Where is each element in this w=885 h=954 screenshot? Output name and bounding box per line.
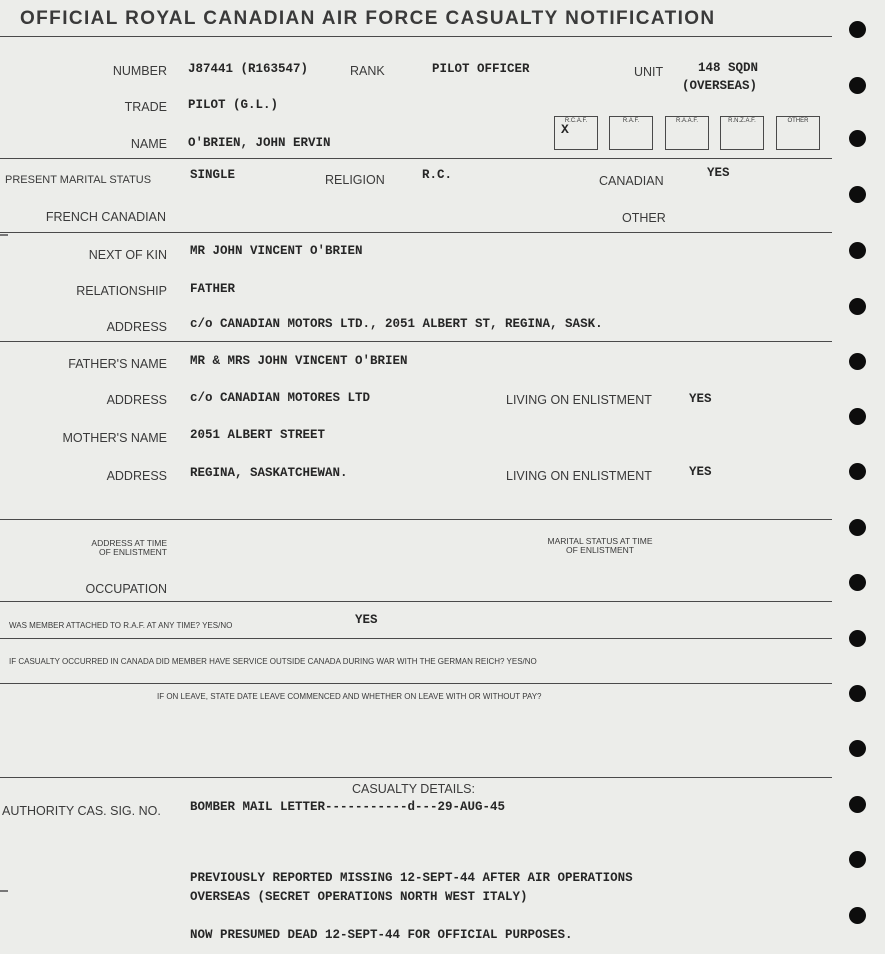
occupation-label: OCCUPATION	[85, 582, 167, 596]
service-box-label: R.N.Z.A.F.	[728, 118, 756, 124]
mother-address-label: ADDRESS	[106, 469, 167, 483]
divider	[0, 683, 832, 684]
binder-hole	[849, 408, 866, 425]
father-address-label: ADDRESS	[106, 393, 167, 407]
other-label: OTHER	[622, 211, 666, 225]
raf-question-label: WAS MEMBER ATTACHED TO R.A.F. AT ANY TIME? YES/NO	[9, 621, 233, 630]
mother-living-label: LIVING ON ENLISTMENT	[506, 469, 652, 483]
rank-label: RANK	[350, 64, 385, 78]
casualty-details-line-1: PREVIOUSLY REPORTED MISSING 12-SEPT-44 AFTER AIR OPERATIONS	[190, 871, 633, 885]
divider	[0, 638, 832, 639]
rank-value: PILOT OFFICER	[432, 62, 530, 76]
nok-address-label: ADDRESS	[106, 320, 167, 334]
service-box-label: R.C.A.F.	[564, 118, 588, 124]
father-address-value: c/o CANADIAN MOTORES LTD	[190, 391, 371, 405]
address-at-enlistment-line-1: ADDRESS AT TIME	[91, 538, 167, 548]
mother-address-value: REGINA, SASKATCHEWAN.	[190, 466, 348, 480]
service-box-other	[776, 116, 820, 150]
binder-hole	[849, 851, 866, 868]
marital-at-enlistment-line-1: MARITAL STATUS AT TIME	[547, 536, 653, 546]
fathers-name-value: MR & MRS JOHN VINCENT O'BRIEN	[190, 354, 408, 368]
trade-value: PILOT (G.L.)	[188, 98, 279, 112]
religion-label: RELIGION	[325, 173, 385, 187]
mothers-name-label: MOTHER'S NAME	[62, 431, 167, 445]
binder-hole	[849, 463, 866, 480]
mothers-name-value: 2051 ALBERT STREET	[190, 428, 326, 442]
authority-value: BOMBER MAIL LETTER-----------d---29-AUG-45	[190, 800, 506, 814]
unit-value-1: 148 SQDN	[698, 61, 759, 75]
edge-mark	[0, 890, 8, 892]
raf-answer-value: YES	[355, 613, 378, 627]
relationship-value: FATHER	[190, 282, 236, 296]
service-box-label: OTHER	[787, 118, 809, 124]
address-at-enlistment-line-2: OF ENLISTMENT	[98, 547, 167, 557]
binder-hole	[849, 353, 866, 370]
binder-hole	[849, 630, 866, 647]
canadian-label: CANADIAN	[599, 174, 664, 188]
divider	[0, 601, 832, 602]
binder-hole	[849, 21, 866, 38]
next-of-kin-value: MR JOHN VINCENT O'BRIEN	[190, 244, 363, 258]
binder-hole	[849, 130, 866, 147]
name-value: O'BRIEN, JOHN ERVIN	[188, 136, 331, 150]
service-box-mark: X	[561, 122, 569, 137]
religion-value: R.C.	[422, 168, 453, 182]
binder-hole	[849, 186, 866, 203]
authority-label: AUTHORITY CAS. SIG. NO.	[2, 804, 161, 818]
service-box-label: R.A.A.F.	[675, 118, 698, 124]
number-label: NUMBER	[112, 64, 167, 78]
divider	[0, 158, 832, 159]
leave-question-label: IF ON LEAVE, STATE DATE LEAVE COMMENCED AND WHETHER ON LEAVE WITH OR WITHOUT PAY?	[157, 692, 542, 701]
binder-hole	[849, 740, 866, 757]
marital-status-value: SINGLE	[190, 168, 236, 182]
divider	[0, 232, 832, 233]
address-at-enlistment-label	[20, 539, 167, 557]
casualty-details-heading: CASUALTY DETAILS:	[352, 782, 475, 796]
service-box-rcaf	[554, 116, 598, 150]
binder-hole	[849, 77, 866, 94]
relationship-label: RELATIONSHIP	[76, 284, 167, 298]
binder-hole	[849, 907, 866, 924]
service-box-raf	[609, 116, 653, 150]
father-living-label: LIVING ON ENLISTMENT	[506, 393, 652, 407]
trade-label: TRADE	[124, 100, 167, 114]
binder-hole	[849, 574, 866, 591]
service-box-label: R.A.F.	[622, 118, 640, 124]
number-value: J87441 (R163547)	[188, 62, 309, 76]
divider	[0, 777, 832, 778]
edge-mark	[0, 234, 8, 236]
next-of-kin-label: NEXT OF KIN	[88, 248, 167, 262]
father-living-value: YES	[689, 392, 712, 406]
divider	[0, 341, 832, 342]
marital-at-enlistment-line-2: OF ENLISTMENT	[565, 545, 634, 555]
marital-status-label: PRESENT MARITAL STATUS	[5, 174, 152, 186]
service-box-raaf	[665, 116, 709, 150]
casualty-details-line-2: OVERSEAS (SECRET OPERATIONS NORTH WEST ITALY)	[190, 890, 528, 904]
canadian-value: YES	[707, 166, 730, 180]
fathers-name-label: FATHER'S NAME	[68, 357, 167, 371]
binder-hole	[849, 796, 866, 813]
name-label: NAME	[130, 137, 167, 151]
divider	[0, 36, 832, 37]
binder-hole	[849, 298, 866, 315]
unit-label: UNIT	[634, 65, 664, 79]
nok-address-value: c/o CANADIAN MOTORS LTD., 2051 ALBERT ST, REGINA, SASK.	[190, 317, 603, 331]
service-box-rnzaf	[720, 116, 764, 150]
divider	[0, 519, 832, 520]
binder-hole	[849, 242, 866, 259]
unit-value-2: (OVERSEAS)	[682, 79, 758, 93]
french-canadian-label: FRENCH CANADIAN	[45, 210, 166, 224]
marital-at-enlistment-label	[520, 537, 680, 555]
binder-hole	[849, 685, 866, 702]
binder-hole	[849, 519, 866, 536]
form-title: OFFICIAL ROYAL CANADIAN AIR FORCE CASUALTY NOTIFICATION	[20, 8, 716, 29]
mother-living-value: YES	[689, 465, 712, 479]
casualty-details-line-3: NOW PRESUMED DEAD 12-SEPT-44 FOR OFFICIAL PURPOSES.	[190, 928, 573, 942]
canada-question-label: IF CASUALTY OCCURRED IN CANADA DID MEMBER HAVE SERVICE OUTSIDE CANADA DURING WAR WITH THE GERMAN REICH? YES/NO	[9, 657, 537, 666]
